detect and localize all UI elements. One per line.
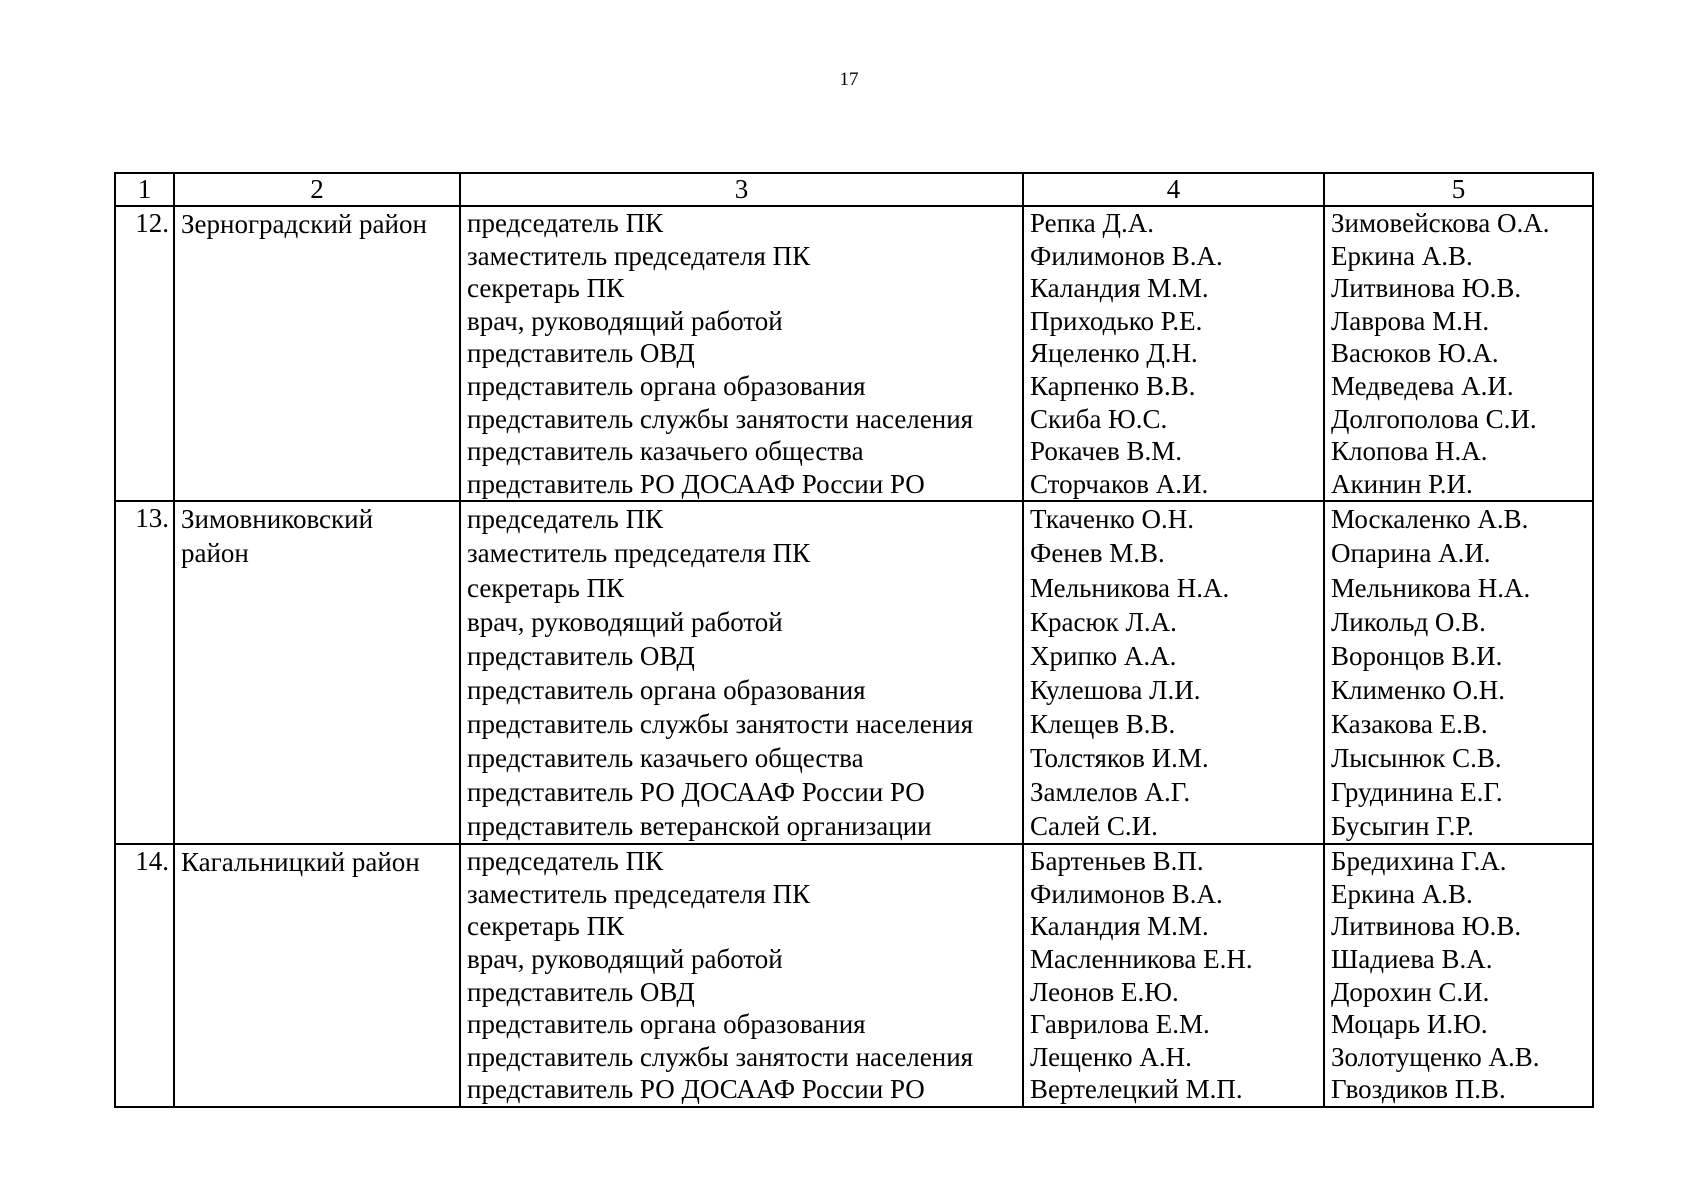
member-name: Бартеньев В.П.: [1030, 846, 1204, 877]
position-name: врач, руководящий работой: [467, 944, 783, 975]
reserve-member-name: Москаленко А.В.: [1331, 504, 1529, 535]
position-name: председатель ПК: [467, 846, 664, 877]
member-name: Хрипко А.А.: [1030, 640, 1177, 671]
table-body: [115, 206, 1593, 1107]
reserve-member-name: Дорохин С.И.: [1331, 976, 1490, 1007]
reserve-member-name: Казакова Е.В.: [1331, 708, 1488, 739]
header-col-1: 1: [115, 173, 174, 206]
reserve-member-name: Бусыгин Г.Р.: [1331, 811, 1474, 842]
member-name: Каландия М.М.: [1030, 911, 1209, 942]
reserve-member-name: Лысынюк С.В.: [1331, 743, 1502, 773]
member-name: Лещенко А.Н.: [1030, 1041, 1192, 1072]
member-name: Каландия М.М.: [1030, 273, 1209, 304]
reserve-member-name: Ликольд О.В.: [1331, 606, 1486, 637]
position-name: врач, руководящий работой: [467, 606, 783, 637]
member-name: Рокачев В.М.: [1030, 436, 1183, 467]
position-name: председатель ПК: [467, 208, 664, 238]
region-name: Зимовниковский: [181, 504, 374, 535]
reserve-member-name: Литвинова Ю.В.: [1331, 911, 1522, 942]
reserve-member-name: Еркина А.В.: [1331, 878, 1473, 909]
position-name: представитель ОВД: [467, 338, 695, 369]
reserve-member-name: Воронцов В.И.: [1331, 640, 1503, 671]
member-name: Филимонов В.А.: [1030, 240, 1223, 271]
position-name: представитель казачьего общества: [467, 436, 864, 467]
row-number: 14.: [115, 844, 174, 1107]
position-name: заместитель председателя ПК: [467, 240, 811, 271]
row-number: 12.: [115, 206, 174, 501]
position-name: врач, руководящий работой: [467, 305, 783, 336]
member-name: Фенев М.В.: [1030, 538, 1165, 569]
reserve-member-name: Долгополова С.И.: [1331, 403, 1537, 434]
member-name: Красюк Л.А.: [1030, 606, 1177, 637]
member-cell: [1023, 501, 1324, 844]
region-cell: [174, 501, 460, 844]
header-col-3: 3: [460, 173, 1023, 206]
table-header: [115, 173, 1593, 206]
reserve-member-name: Васюков Ю.А.: [1331, 338, 1499, 369]
reserve-member-name: Клименко О.Н.: [1331, 674, 1505, 705]
member-name: Приходько Р.Е.: [1030, 305, 1203, 336]
position-name: представитель ОВД: [467, 640, 695, 671]
position-name: председатель ПК: [467, 504, 664, 535]
member-cell: [1023, 844, 1324, 1107]
position-name: представитель ОВД: [467, 976, 695, 1007]
region-name: Зерноградский район: [181, 209, 427, 239]
reserve-member-name: Бредихина Г.А.: [1331, 846, 1507, 877]
member-name: Леонов Е.Ю.: [1030, 976, 1179, 1007]
member-name: Масленникова Е.Н.: [1030, 944, 1253, 975]
reserve-member-name: Зимовейскова О.А.: [1331, 208, 1550, 238]
table-row: [115, 206, 1593, 501]
position-name: представитель РО ДОСААФ России РО: [467, 468, 925, 499]
region-cell: [174, 844, 460, 1107]
region-cell: [174, 206, 460, 501]
reserve-member-name: Моцарь И.Ю.: [1331, 1009, 1488, 1040]
position-name: представитель службы занятости населения: [467, 708, 974, 739]
position-name: представитель РО ДОСААФ России РО: [467, 777, 925, 808]
region-name: район: [181, 538, 249, 569]
reserve-member-name: Литвинова Ю.В.: [1331, 273, 1522, 304]
position-name: представитель казачьего общества: [467, 743, 864, 773]
table-row: [115, 844, 1593, 1107]
member-name: Гаврилова Е.М.: [1030, 1009, 1210, 1040]
position-name: секретарь ПК: [467, 273, 625, 304]
header-col-2: 2: [174, 173, 460, 206]
position-name: представитель органа образования: [467, 1009, 866, 1040]
member-name: Салей С.И.: [1030, 811, 1158, 842]
position-name: представитель службы занятости населения: [467, 403, 974, 434]
position-name: представитель ветеранской организации: [467, 811, 932, 842]
reserve-member-cell: [1324, 206, 1593, 501]
member-name: Яцеленко Д.Н.: [1030, 338, 1198, 369]
reserve-member-name: Лаврова М.Н.: [1331, 305, 1490, 336]
reserve-member-name: Грудинина Е.Г.: [1331, 777, 1503, 808]
reserve-member-name: Гвоздиков П.В.: [1331, 1074, 1506, 1105]
position-cell: [460, 844, 1023, 1107]
member-name: Карпенко В.В.: [1030, 370, 1196, 401]
reserve-member-cell: [1324, 844, 1593, 1107]
reserve-member-name: Медведева А.И.: [1331, 370, 1514, 401]
table-row: [115, 501, 1593, 844]
member-name: Мельникова Н.А.: [1030, 572, 1230, 603]
header-col-4: 4: [1023, 173, 1324, 206]
reserve-member-name: Акинин Р.И.: [1331, 468, 1473, 499]
member-name: Репка Д.А.: [1030, 208, 1154, 238]
reserve-member-cell: [1324, 501, 1593, 844]
header-col-5: 5: [1324, 173, 1593, 206]
header-row: [115, 173, 1593, 206]
member-name: Клещев В.В.: [1030, 708, 1176, 739]
position-cell: [460, 206, 1023, 501]
member-name: Ткаченко О.Н.: [1030, 504, 1194, 535]
position-name: секретарь ПК: [467, 572, 625, 603]
position-name: представитель органа образования: [467, 674, 866, 705]
member-name: Толстяков И.М.: [1030, 743, 1209, 773]
position-cell: [460, 501, 1023, 844]
page-number: 17: [839, 69, 859, 90]
member-name: Скиба Ю.С.: [1030, 403, 1168, 434]
position-name: представитель службы занятости населения: [467, 1041, 974, 1072]
member-name: Вертелецкий М.П.: [1030, 1074, 1243, 1105]
position-name: заместитель председателя ПК: [467, 538, 811, 569]
region-name: Кагальницкий район: [181, 847, 420, 878]
member-name: Кулешова Л.И.: [1030, 674, 1201, 705]
position-name: заместитель председателя ПК: [467, 878, 811, 909]
member-cell: [1023, 206, 1324, 501]
reserve-member-name: Шадиева В.А.: [1331, 944, 1493, 975]
position-name: представитель органа образования: [467, 370, 866, 401]
commission-table: [114, 172, 1594, 1108]
reserve-member-name: Клопова Н.А.: [1331, 436, 1488, 467]
position-name: представитель РО ДОСААФ России РО: [467, 1074, 925, 1105]
member-name: Замлелов А.Г.: [1030, 777, 1191, 808]
member-name: Филимонов В.А.: [1030, 878, 1223, 909]
reserve-member-name: Опарина А.И.: [1331, 538, 1491, 569]
position-name: секретарь ПК: [467, 911, 625, 942]
member-name: Сторчаков А.И.: [1030, 468, 1209, 499]
reserve-member-name: Еркина А.В.: [1331, 240, 1473, 271]
row-number: 13.: [115, 501, 174, 844]
reserve-member-name: Золотущенко А.В.: [1331, 1041, 1540, 1072]
reserve-member-name: Мельникова Н.А.: [1331, 572, 1531, 603]
